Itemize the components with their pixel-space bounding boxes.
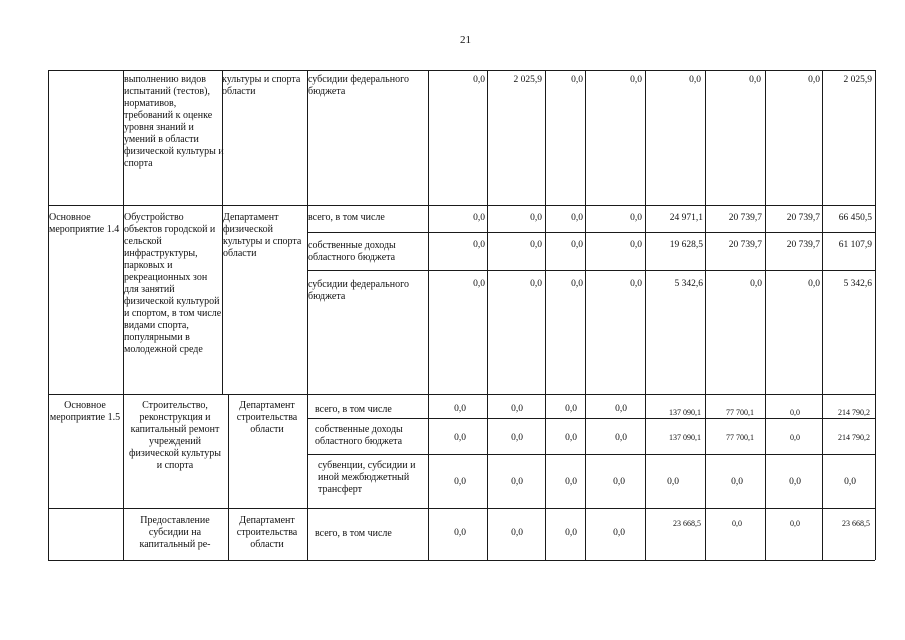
value-cell: 0,0 [565, 404, 577, 414]
value-cell: 137 090,1 [669, 408, 701, 417]
measure-title: Основное мероприятие 1.4 [49, 212, 120, 235]
value-cell: 0,0 [615, 404, 627, 414]
value-cell: 214 790,2 [838, 433, 870, 442]
source-label: собственные доходы областного бюджета [308, 240, 396, 263]
executor-cell: Департамент строительства области [236, 515, 298, 550]
col-line [48, 70, 49, 560]
value-cell: 0,0 [630, 240, 642, 250]
value-cell: 0,0 [565, 433, 577, 443]
col-line [307, 70, 308, 560]
value-cell: 137 090,1 [669, 433, 701, 442]
value-cell: 0,0 [511, 404, 523, 414]
value-cell: 0,0 [454, 433, 466, 443]
value-cell: 2 025,9 [513, 75, 542, 85]
value-cell: 0,0 [511, 433, 523, 443]
value-cell: 0,0 [565, 528, 577, 538]
value-cell: 0,0 [530, 279, 542, 289]
col-line [875, 70, 876, 560]
value-cell: 0,0 [732, 519, 742, 528]
value-cell: 0,0 [630, 75, 642, 85]
value-cell: 0,0 [615, 433, 627, 443]
value-cell: 0,0 [454, 528, 466, 538]
value-cell: 61 107,9 [838, 240, 872, 250]
value-cell: 0,0 [571, 213, 583, 223]
value-cell: 0,0 [630, 279, 642, 289]
value-cell: 0,0 [454, 477, 466, 487]
row-line [308, 454, 875, 455]
row-line [307, 270, 875, 271]
row-line [48, 560, 875, 561]
value-cell: 0,0 [790, 433, 800, 442]
source-label: всего, в том числе [308, 212, 385, 223]
value-cell: 0,0 [473, 240, 485, 250]
value-cell: 0,0 [790, 519, 800, 528]
value-cell: 0,0 [808, 279, 820, 289]
value-cell: 23 668,5 [673, 519, 701, 528]
executor-cell: Департамент строительства области [236, 400, 298, 435]
value-cell: 0,0 [749, 75, 761, 85]
value-cell: 0,0 [565, 477, 577, 487]
value-cell: 2 025,9 [843, 75, 872, 85]
value-cell: 214 790,2 [838, 408, 870, 417]
row-line [48, 508, 875, 509]
value-cell: 77 700,1 [726, 408, 754, 417]
value-cell: 0,0 [473, 279, 485, 289]
value-cell: 0,0 [731, 477, 743, 487]
value-cell: 5 342,6 [674, 279, 703, 289]
value-cell: 23 668,5 [842, 519, 870, 528]
value-cell: 0,0 [473, 75, 485, 85]
value-cell: 24 971,1 [669, 213, 703, 223]
value-cell: 0,0 [473, 213, 485, 223]
row-line [48, 70, 875, 71]
measure-description: Обустройство объектов городской и сельской инфраструктуры, парковых и рекреационных зон для занятий физической культурой и спортом, в том числе видами спорта, популярными в молодежной среде [124, 212, 222, 355]
value-cell: 0,0 [571, 240, 583, 250]
measure-title: Основное мероприятие 1.5 [49, 400, 121, 423]
value-cell: 0,0 [630, 213, 642, 223]
measure-description: Строительство, реконструкция и капитальный ремонт учреждений физической культуры и спорта [129, 400, 221, 471]
value-cell: 0,0 [689, 75, 701, 85]
value-cell: 0,0 [511, 528, 523, 538]
value-cell: 0,0 [571, 279, 583, 289]
value-cell: 0,0 [844, 477, 856, 487]
source-label: собственные доходы областного бюджета [315, 424, 403, 447]
value-cell: 5 342,6 [843, 279, 872, 289]
value-cell: 0,0 [808, 75, 820, 85]
value-cell: 0,0 [530, 240, 542, 250]
value-cell: 19 628,5 [669, 240, 703, 250]
value-cell: 20 739,7 [728, 240, 762, 250]
source-label: субвенции, субсидии и иной межбюджетный трансферт [318, 460, 416, 495]
value-cell: 0,0 [530, 213, 542, 223]
value-cell: 0,0 [667, 477, 679, 487]
value-cell: 0,0 [613, 477, 625, 487]
value-cell: 20 739,7 [786, 213, 820, 223]
measure-description: выполнению видов испытаний (тестов), нормативов, требований к оценке уровня знаний и умений в области физической культуры и спорта [124, 74, 224, 169]
source-label: всего, в том числе [315, 528, 392, 539]
value-cell: 0,0 [571, 75, 583, 85]
row-line [307, 232, 875, 233]
value-cell: 20 739,7 [786, 240, 820, 250]
page-number: 21 [460, 34, 471, 46]
row-line [48, 205, 875, 206]
executor-cell: Департамент физической культуры и спорта области [223, 212, 302, 259]
value-cell: 0,0 [750, 279, 762, 289]
row-line [48, 394, 875, 395]
value-cell: 0,0 [511, 477, 523, 487]
source-label: всего, в том числе [315, 404, 392, 415]
value-cell: 20 739,7 [728, 213, 762, 223]
source-label: субсидии федерального бюджета [308, 74, 409, 97]
value-cell: 66 450,5 [838, 213, 872, 223]
value-cell: 0,0 [454, 404, 466, 414]
value-cell: 0,0 [789, 477, 801, 487]
value-cell: 0,0 [613, 528, 625, 538]
executor-cell: культуры и спорта области [222, 74, 301, 97]
source-label: субсидии федерального бюджета [308, 279, 409, 302]
measure-description: Предоставление субсидии на капитальный ре- [139, 515, 211, 550]
value-cell: 0,0 [790, 408, 800, 417]
value-cell: 77 700,1 [726, 433, 754, 442]
